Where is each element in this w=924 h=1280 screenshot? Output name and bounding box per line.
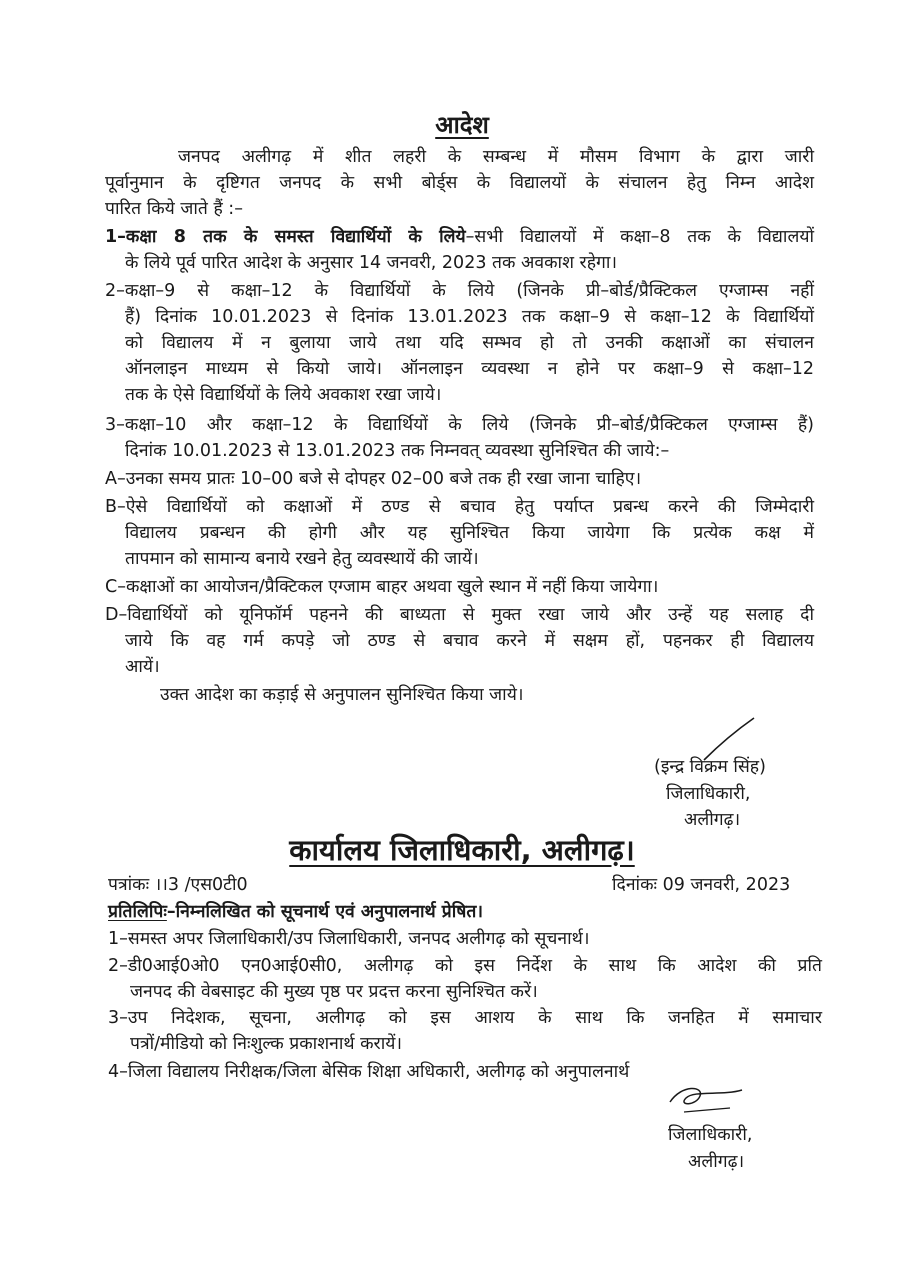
intro-line-2: पूर्वानुमान के दृष्टिगत जनपद के सभी बोर्ड्स के विद्यालयों के संचालन हेतु निम्न आदेश bbox=[105, 173, 814, 193]
office-signatory-designation: जिलाधिकारी, bbox=[668, 1125, 753, 1145]
point-2-line-1: 2–कक्षा–9 से कक्षा–12 के विद्यार्थियों के लिये (जिनके प्री–बोर्ड/प्रैक्टिकल एग्जाम्स नहीं bbox=[105, 281, 814, 301]
point-2-line-5: तक के ऐसे विद्यार्थियों के लिये अवकाश रखा जाये। bbox=[125, 385, 442, 405]
signatory-designation: जिलाधिकारी, bbox=[666, 784, 751, 804]
copy-item-4: 4–जिला विद्यालय निरीक्षक/जिला बेसिक शिक्षा अधिकारी, अलीगढ़ को अनुपालनार्थ bbox=[108, 1062, 630, 1082]
letter-date: दिनांकः 09 जनवरी, 2023 bbox=[612, 875, 791, 895]
intro-line-3: पारित किये जाते हैं :– bbox=[105, 199, 243, 219]
point-b-line-1: B–ऐसे विद्यार्थियों को कक्षाओं में ठण्ड से बचाव हेतु पर्याप्त प्रबन्ध करने की जिम्मेदारी bbox=[105, 497, 814, 517]
copy-item-2-line-2: जनपद की वेबसाइट की मुख्य पृष्ठ पर प्रदत्त करना सुनिश्चित करें। bbox=[130, 982, 538, 1002]
point-d-line-2: जाये कि वह गर्म कपड़े जो ठण्ड से बचाव करने में सक्षम हों, पहनकर ही विद्यालय bbox=[125, 631, 814, 651]
copy-heading bbox=[108, 901, 483, 923]
copy-item-1: 1–समस्त अपर जिलाधिकारी/उप जिलाधिकारी, जनपद अलीगढ़ को सूचनार्थ। bbox=[108, 929, 590, 949]
point-3-line-2: दिनांक 10.01.2023 से 13.01.2023 तक निम्नवत् व्यवस्था सुनिश्चित की जाये:– bbox=[125, 441, 670, 461]
point-d-line-1: D–विद्यार्थियों को यूनिफॉर्म पहनने की बाध्यता से मुक्त रखा जाये और उन्हें यह सलाह दी bbox=[105, 605, 814, 625]
signatory-name: (इन्द्र विक्रम सिंह) bbox=[654, 757, 766, 777]
point-2-line-4: ऑनलाइन माध्यम से कियो जाये। ऑनलाइन व्यवस्था न होने पर कक्षा–9 से कक्षा–12 bbox=[125, 359, 814, 379]
intro-line-1: जनपद अलीगढ़ में शीत लहरी के सम्बन्ध में मौसम विभाग के द्वारा जारी bbox=[178, 147, 814, 167]
copy-item-3-line-2: पत्रों/मीडियो को निःशुल्क प्रकाशनार्थ करायें। bbox=[130, 1034, 403, 1054]
point-b-line-3: तापमान को सामान्य बनाये रखने हेतु व्यवस्थायें की जायें। bbox=[125, 549, 479, 569]
office-title: कार्यालय जिलाधिकारी, अलीगढ़। bbox=[289, 833, 635, 867]
copy-item-2-line-1: 2–डी0आई0ओ0 एन0आई0सी0, अलीगढ़ को इस निर्देश के साथ कि आदेश की प्रति bbox=[108, 956, 822, 976]
signature-stroke-2 bbox=[660, 1078, 750, 1118]
point-1-line-1 bbox=[105, 226, 814, 248]
point-1-line-2: के लिये पूर्व पारित आदेश के अनुसार 14 जनवरी, 2023 तक अवकाश रहेगा। bbox=[125, 253, 618, 273]
point-2-line-3: को विद्यालय में न बुलाया जाये तथा यदि सम्भव हो तो उनकी कक्षाओं का संचालन bbox=[125, 333, 814, 353]
point-a: A–उनका समय प्रातः 10–00 बजे से दोपहर 02–00 बजे तक ही रखा जाना चाहिए। bbox=[105, 469, 642, 489]
letter-number: पत्रांकः ।।3 /एस0टी0 bbox=[108, 875, 248, 895]
point-d-line-3: आयें। bbox=[125, 657, 160, 677]
point-1-lead: 1–कक्षा 8 तक के समस्त विद्यार्थियों के लिये bbox=[105, 227, 466, 247]
copy-heading-label: प्रतिलिपिः bbox=[108, 902, 167, 922]
copy-heading-rest: –निम्नलिखित को सूचनार्थ एवं अनुपालनार्थ प्रेषित। bbox=[166, 902, 483, 922]
closing-line: उक्त आदेश का कड़ाई से अनुपालन सुनिश्चित किया जाये। bbox=[160, 685, 524, 705]
point-c: C–कक्षाओं का आयोजन/प्रैक्टिकल एग्जाम बाहर अथवा खुले स्थान में नहीं किया जायेगा। bbox=[105, 577, 659, 597]
order-heading: आदेश bbox=[435, 111, 489, 139]
point-2-line-2: हैं) दिनांक 10.01.2023 से दिनांक 13.01.2023 तक कक्षा–9 से कक्षा–12 के विद्यार्थियों bbox=[125, 307, 814, 327]
point-3-line-1: 3–कक्षा–10 और कक्षा–12 के विद्यार्थियों के लिये (जिनके प्री–बोर्ड/प्रैक्टिकल एग्जाम्स हैं) bbox=[105, 415, 814, 435]
copy-item-3-line-1: 3–उप निदेशक, सूचना, अलीगढ़ को इस आशय के साथ कि जनहित में समाचार bbox=[108, 1008, 822, 1028]
point-1-rest: –सभी विद्यालयों में कक्षा–8 तक के विद्यालयों bbox=[465, 227, 814, 247]
point-b-line-2: विद्यालय प्रबन्धन की होगी और यह सुनिश्चित किया जायेगा कि प्रत्येक कक्ष में bbox=[125, 523, 814, 543]
signatory-place: अलीगढ़। bbox=[684, 810, 741, 830]
office-signatory-place: अलीगढ़। bbox=[688, 1152, 745, 1172]
